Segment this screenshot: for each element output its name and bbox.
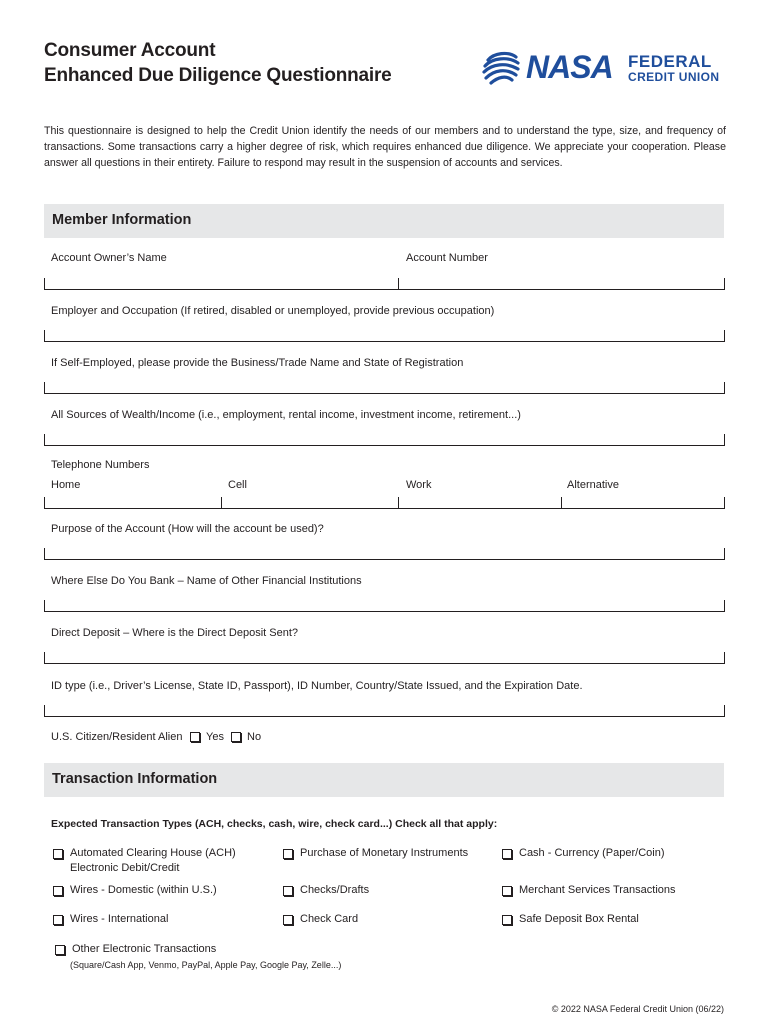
citizen-no-label: No bbox=[247, 731, 262, 743]
wires-domestic-label: Wires - Domestic (within U.S.) bbox=[70, 884, 217, 896]
safe-deposit-checkbox[interactable] bbox=[502, 915, 512, 925]
document-title bbox=[44, 38, 392, 88]
other-electronic-checkbox[interactable] bbox=[55, 945, 65, 955]
title-line-2: Enhanced Due Diligence Questionnaire bbox=[44, 65, 392, 86]
check-card-label: Check Card bbox=[300, 913, 359, 925]
wires-international-label: Wires - International bbox=[70, 913, 169, 925]
phone-work-label: Work bbox=[406, 479, 432, 491]
citizen-no-checkbox[interactable] bbox=[231, 732, 241, 742]
cash-label: Cash - Currency (Paper/Coin) bbox=[519, 847, 665, 859]
phone-alternative-label: Alternative bbox=[567, 479, 619, 491]
other-electronic-label: Other Electronic Transactions bbox=[72, 943, 217, 955]
purpose-field[interactable] bbox=[44, 548, 725, 560]
phone-cell-label: Cell bbox=[228, 479, 247, 491]
citizen-yes-label: Yes bbox=[206, 731, 224, 743]
ach-checkbox[interactable] bbox=[53, 849, 63, 859]
checks-drafts-checkbox[interactable] bbox=[283, 886, 293, 896]
copyright-footer: © 2022 NASA Federal Credit Union (06/22) bbox=[551, 1004, 724, 1014]
other-bank-field[interactable] bbox=[44, 600, 725, 612]
safe-deposit-label: Safe Deposit Box Rental bbox=[519, 913, 639, 925]
field-divider bbox=[398, 497, 399, 509]
employer-field[interactable] bbox=[44, 330, 725, 342]
direct-deposit-label: Direct Deposit – Where is the Direct Deposit Sent? bbox=[51, 627, 298, 639]
logo-federal: FEDERAL bbox=[628, 52, 712, 71]
transaction-types-label: Expected Transaction Types (ACH, checks, cash, wire, check card...) Check all that apply: bbox=[51, 818, 498, 830]
monetary-instruments-label: Purchase of Monetary Instruments bbox=[300, 847, 469, 859]
wires-domestic-checkbox[interactable] bbox=[53, 886, 63, 896]
self-employed-field[interactable] bbox=[44, 382, 725, 394]
ach-label-line2: Electronic Debit/Credit bbox=[70, 862, 180, 874]
field-divider bbox=[221, 497, 222, 509]
intro-paragraph: This questionnaire is designed to help the Credit Union identify the needs of our members and to understand the type, size, and frequency of transactions. Some transactions carry a higher degree of risk, which requires enhanced due diligence. We appreciate your cooperation. Please answer all questions in their entirety. Failure to respond may result in the suspension of accounts and services. bbox=[44, 125, 726, 169]
section-title: Transaction Information bbox=[52, 771, 218, 787]
field-divider bbox=[398, 278, 399, 290]
id-field[interactable] bbox=[44, 705, 725, 717]
section-title: Member Information bbox=[52, 212, 192, 228]
owner-name-label: Account Owner’s Name bbox=[51, 252, 167, 264]
telephone-label: Telephone Numbers bbox=[51, 459, 150, 471]
employer-label: Employer and Occupation (If retired, disabled or unemployed, provide previous occupation) bbox=[51, 305, 495, 317]
field-divider bbox=[561, 497, 562, 509]
merchant-services-label: Merchant Services Transactions bbox=[519, 884, 676, 896]
cash-checkbox[interactable] bbox=[502, 849, 512, 859]
merchant-services-checkbox[interactable] bbox=[502, 886, 512, 896]
id-label: ID type (i.e., Driver’s License, State ID, Passport), ID Number, Country/State Issued, and the Expiration Date. bbox=[51, 680, 583, 692]
logo-credit-union: CREDIT UNION bbox=[628, 70, 720, 84]
transaction-information-header bbox=[44, 763, 724, 797]
globe-icon bbox=[482, 48, 524, 88]
purpose-label: Purpose of the Account (How will the account be used)? bbox=[51, 523, 324, 535]
title-line-1: Consumer Account bbox=[44, 40, 216, 61]
member-information-header bbox=[44, 204, 724, 238]
nasa-fcu-logo bbox=[482, 48, 728, 88]
phone-home-label: Home bbox=[51, 479, 81, 491]
logo-nasa-wordmark: NASA bbox=[526, 49, 613, 85]
citizen-label: U.S. Citizen/Resident Alien bbox=[51, 731, 183, 743]
wealth-field[interactable] bbox=[44, 434, 725, 446]
monetary-instruments-checkbox[interactable] bbox=[283, 849, 293, 859]
citizen-yes-checkbox[interactable] bbox=[190, 732, 200, 742]
owner-account-field[interactable] bbox=[44, 278, 725, 290]
other-bank-label: Where Else Do You Bank – Name of Other Financial Institutions bbox=[51, 575, 362, 587]
wires-international-checkbox[interactable] bbox=[53, 915, 63, 925]
checks-drafts-label: Checks/Drafts bbox=[300, 884, 370, 896]
direct-deposit-field[interactable] bbox=[44, 652, 725, 664]
telephone-field[interactable] bbox=[44, 497, 725, 509]
self-employed-label: If Self-Employed, please provide the Business/Trade Name and State of Registration bbox=[51, 357, 464, 369]
account-number-label: Account Number bbox=[406, 252, 488, 264]
check-card-checkbox[interactable] bbox=[283, 915, 293, 925]
other-electronic-examples: (Square/Cash App, Venmo, PayPal, Apple Pay, Google Pay, Zelle...) bbox=[70, 960, 342, 970]
ach-label-line1: Automated Clearing House (ACH) bbox=[70, 847, 236, 859]
wealth-label: All Sources of Wealth/Income (i.e., employment, rental income, investment income, retirement...) bbox=[51, 409, 521, 421]
